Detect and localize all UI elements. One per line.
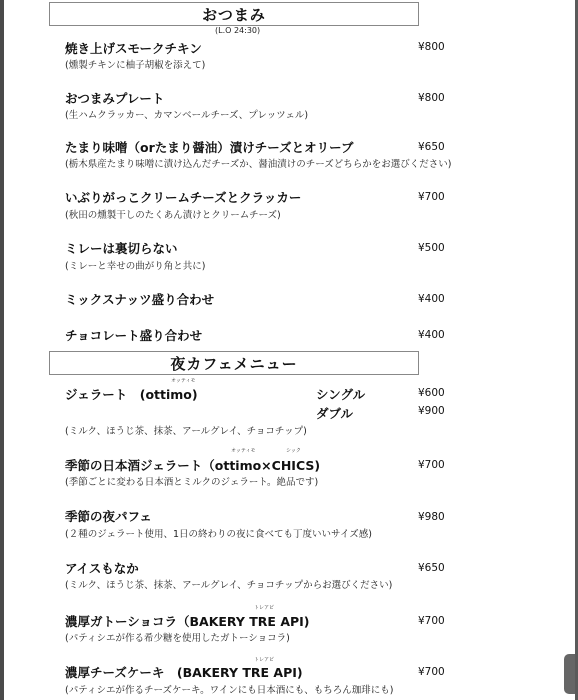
menu-item-desc: (栃木県産たまり味噌に漬け込んだチーズか、醤油漬けのチーズどちらかをお選びください) bbox=[65, 159, 452, 170]
ruby-chics: シック bbox=[286, 448, 301, 454]
option-label: ダブル bbox=[316, 406, 354, 421]
menu-item-name: たまり味噌（orたまり醤油）漬けチーズとオリーブ bbox=[65, 140, 354, 155]
ruby-ottimo: オッティモ bbox=[231, 448, 256, 454]
menu-item-name: ミレーは裏切らない bbox=[65, 241, 178, 256]
menu-item-price: ¥800 bbox=[418, 92, 445, 104]
scroll-handle[interactable] bbox=[564, 654, 575, 694]
menu-item-name: 濃厚ガトーショコラ（BAKERY TRE API) bbox=[65, 614, 310, 629]
section-header-night-cafe bbox=[49, 351, 419, 375]
menu-item-desc: (生ハムクラッカー、カマンベールチーズ、プレッツェル) bbox=[65, 110, 309, 121]
menu-item-price: ¥700 bbox=[418, 459, 445, 471]
menu-item-price: ¥700 bbox=[418, 615, 445, 627]
option-price: ¥900 bbox=[418, 405, 445, 417]
menu-item-price: ¥700 bbox=[418, 666, 445, 678]
menu-item-desc: (燻製チキンに柚子胡椒を添えて) bbox=[65, 60, 206, 71]
menu-item-desc: (パティシエが作る希少糖を使用したガトーショコラ) bbox=[65, 633, 290, 644]
menu-item-desc: (パティシエが作るチーズケーキ。ワインにも日本酒にも、もちろん珈琲にも) bbox=[65, 685, 394, 696]
menu-item-price: ¥400 bbox=[418, 293, 445, 305]
menu-item-name: ミックスナッツ盛り合わせ bbox=[65, 292, 215, 307]
section-header-otsumami bbox=[49, 2, 419, 26]
menu-item-name: 濃厚チーズケーキ (BAKERY TRE API) bbox=[65, 665, 303, 680]
menu-item-price: ¥980 bbox=[418, 511, 445, 523]
ruby-tre-api: トレアピ bbox=[254, 657, 275, 663]
menu-item-price: ¥700 bbox=[418, 191, 445, 203]
menu-item-name: 季節の夜パフェ bbox=[65, 509, 152, 524]
ruby-tre-api: トレアピ bbox=[254, 605, 275, 611]
menu-item-name: いぶりがっこクリームチーズとクラッカー bbox=[65, 190, 302, 205]
menu-item-price: ¥400 bbox=[418, 329, 445, 341]
option-price: ¥600 bbox=[418, 387, 445, 399]
menu-item-price: ¥500 bbox=[418, 242, 445, 254]
menu-item-price: ¥800 bbox=[418, 41, 445, 53]
left-edge-bar bbox=[0, 0, 4, 700]
option-label: シングル bbox=[316, 387, 366, 402]
last-order-note: (L.O 24:30) bbox=[215, 26, 261, 35]
menu-item-name: チョコレート盛り合わせ bbox=[65, 328, 203, 343]
menu-item-desc: (ミルク、ほうじ茶、抹茶、アールグレイ、チョコチップからお選びください) bbox=[65, 580, 393, 591]
menu-item-desc: (ミルク、ほうじ茶、抹茶、アールグレイ、チョコチップ) bbox=[65, 426, 307, 437]
section-title: おつまみ bbox=[202, 5, 266, 24]
menu-item-desc: (季節ごとに変わる日本酒とミルクのジェラート。絶品です) bbox=[65, 477, 319, 488]
section-title: 夜カフェメニュー bbox=[170, 354, 298, 373]
menu-item-name: アイスもなか bbox=[65, 561, 139, 576]
menu-item-desc: (２種のジェラート使用、1日の終わりの夜に食べても丁度いいサイズ感) bbox=[65, 529, 373, 540]
menu-item-desc: (ミレーと幸せの曲がり角と共に) bbox=[65, 261, 206, 272]
menu-item-desc: (秋田の燻製干しのたくあん漬けとクリームチーズ) bbox=[65, 210, 281, 221]
menu-item-price: ¥650 bbox=[418, 562, 445, 574]
menu-item-price: ¥650 bbox=[418, 141, 445, 153]
menu-item-name: 季節の日本酒ジェラート（ottimo×CHICS) bbox=[65, 458, 321, 473]
menu-item-name: 焼き上げスモークチキン bbox=[65, 41, 202, 56]
ruby-ottimo: オッティモ bbox=[171, 378, 196, 384]
menu-item-name: ジェラート (ottimo) bbox=[65, 387, 198, 402]
menu-item-name: おつまみプレート bbox=[65, 91, 165, 106]
